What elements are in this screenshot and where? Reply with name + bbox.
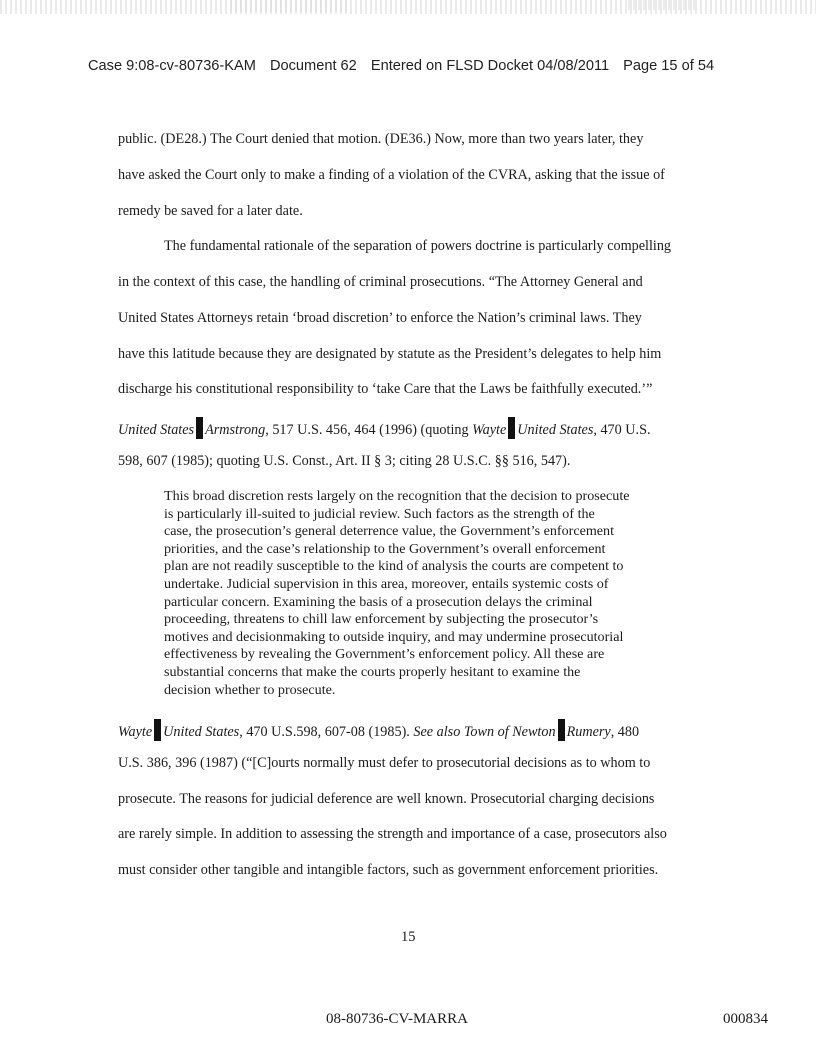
body-line: The fundamental rationale of the separation of powers doctrine is particularly compelling	[164, 238, 672, 254]
quote-line: substantial concerns that make the courts properly hesitant to examine the	[164, 663, 581, 680]
quote-line: This broad discretion rests largely on the recognition that the decision to prosecute	[164, 488, 630, 504]
body-line: prosecute. The reasons for judicial deference are well known. Prosecutorial charging decisions	[118, 791, 655, 807]
citation-text: , 517 U.S. 456, 464 (1996) (quoting	[265, 422, 473, 438]
body-line: are rarely simple. In addition to assessing the strength and importance of a case, prosecutors also	[118, 826, 667, 842]
docket-entry: Entered on FLSD Docket 04/08/2011	[370, 58, 610, 74]
quote-line: plan are not readily susceptible to the kind of analysis the courts are competent to	[164, 558, 624, 575]
redaction-bar	[154, 719, 161, 741]
body-line: public. (DE28.) The Court denied that motion. (DE36.) Now, more than two years later, they	[118, 131, 644, 147]
body-line: discharge his constitutional responsibility to ‘take Care that the Laws be faithfully executed.’”	[118, 381, 653, 397]
quote-line: proceeding, threatens to chill law enforcement by subjecting the prosecutor’s	[164, 611, 599, 628]
page-of: Page 15 of 54	[623, 58, 715, 74]
citation-line	[118, 719, 758, 741]
quote-line: undertake. Judicial supervision in this area, moreover, entails systemic costs of	[164, 575, 609, 592]
case-number: Case 9:08-cv-80736-KAM	[88, 58, 256, 74]
case-name: Wayte	[118, 724, 153, 740]
quote-line: decision whether to prosecute.	[164, 681, 336, 698]
case-name: United States	[163, 724, 240, 740]
body-line: remedy be saved for a later date.	[118, 203, 303, 219]
citation-text: , 470 U.S.598, 607-08 (1985).	[239, 724, 414, 740]
body-line: 598, 607 (1985); quoting U.S. Const., Art. II § 3; citing 28 U.S.C. §§ 516, 547).	[118, 453, 571, 469]
redaction-bar	[508, 417, 515, 439]
quote-line: case, the prosecution’s general deterrence value, the Government’s enforcement	[164, 523, 615, 540]
redaction-bar	[558, 719, 565, 741]
quote-line: effectiveness by revealing the Government’s enforcement policy. All these are	[164, 646, 605, 663]
case-name: Wayte	[472, 422, 507, 438]
body-line: U.S. 386, 396 (1987) (“[C]ourts normally must defer to prosecutorial decisions as to whom to	[118, 755, 651, 771]
body-line: have asked the Court only to make a finding of a violation of the CVRA, asking that the issue of	[118, 167, 665, 183]
document-number: Document 62	[269, 58, 357, 74]
docket-header	[88, 58, 788, 74]
body-line: in the context of this case, the handling of criminal prosecutions. “The Attorney General and	[118, 274, 643, 290]
signal-text: See also Town of Newton	[413, 724, 556, 740]
scan-artifact	[230, 0, 350, 12]
quote-line: priorities, and the case’s relationship to the Government’s overall enforcement	[164, 540, 606, 557]
body-line: must consider other tangible and intangible factors, such as government enforcement priorities.	[118, 862, 659, 878]
scan-artifact	[628, 0, 698, 10]
case-name: United States	[517, 422, 594, 438]
redaction-bar	[196, 417, 203, 439]
case-name: Armstrong	[205, 422, 266, 438]
body-line: have this latitude because they are designated by statute as the President’s delegates to help him	[118, 346, 662, 362]
citation-text: , 470 U.S.	[593, 422, 651, 438]
block-quote	[164, 488, 684, 699]
body-line: United States Attorneys retain ‘broad discretion’ to enforce the Nation’s criminal laws. They	[118, 310, 642, 326]
case-name: Rumery	[566, 724, 611, 740]
quote-line: particular concern. Examining the basis of a prosecution delays the criminal	[164, 593, 593, 610]
case-name: United States	[118, 422, 195, 438]
quote-line: is particularly ill-suited to judicial review. Such factors as the strength of the	[164, 505, 595, 522]
footer-case-id: 08-80736-CV-MARRA	[326, 1011, 468, 1027]
quote-line: motives and decisionmaking to outside inquiry, and may undermine prosecutorial	[164, 628, 624, 645]
citation-text: , 480	[610, 724, 640, 740]
citation-line	[118, 417, 758, 439]
bates-number: 000834	[723, 1011, 768, 1027]
page-number: 15	[401, 929, 416, 945]
